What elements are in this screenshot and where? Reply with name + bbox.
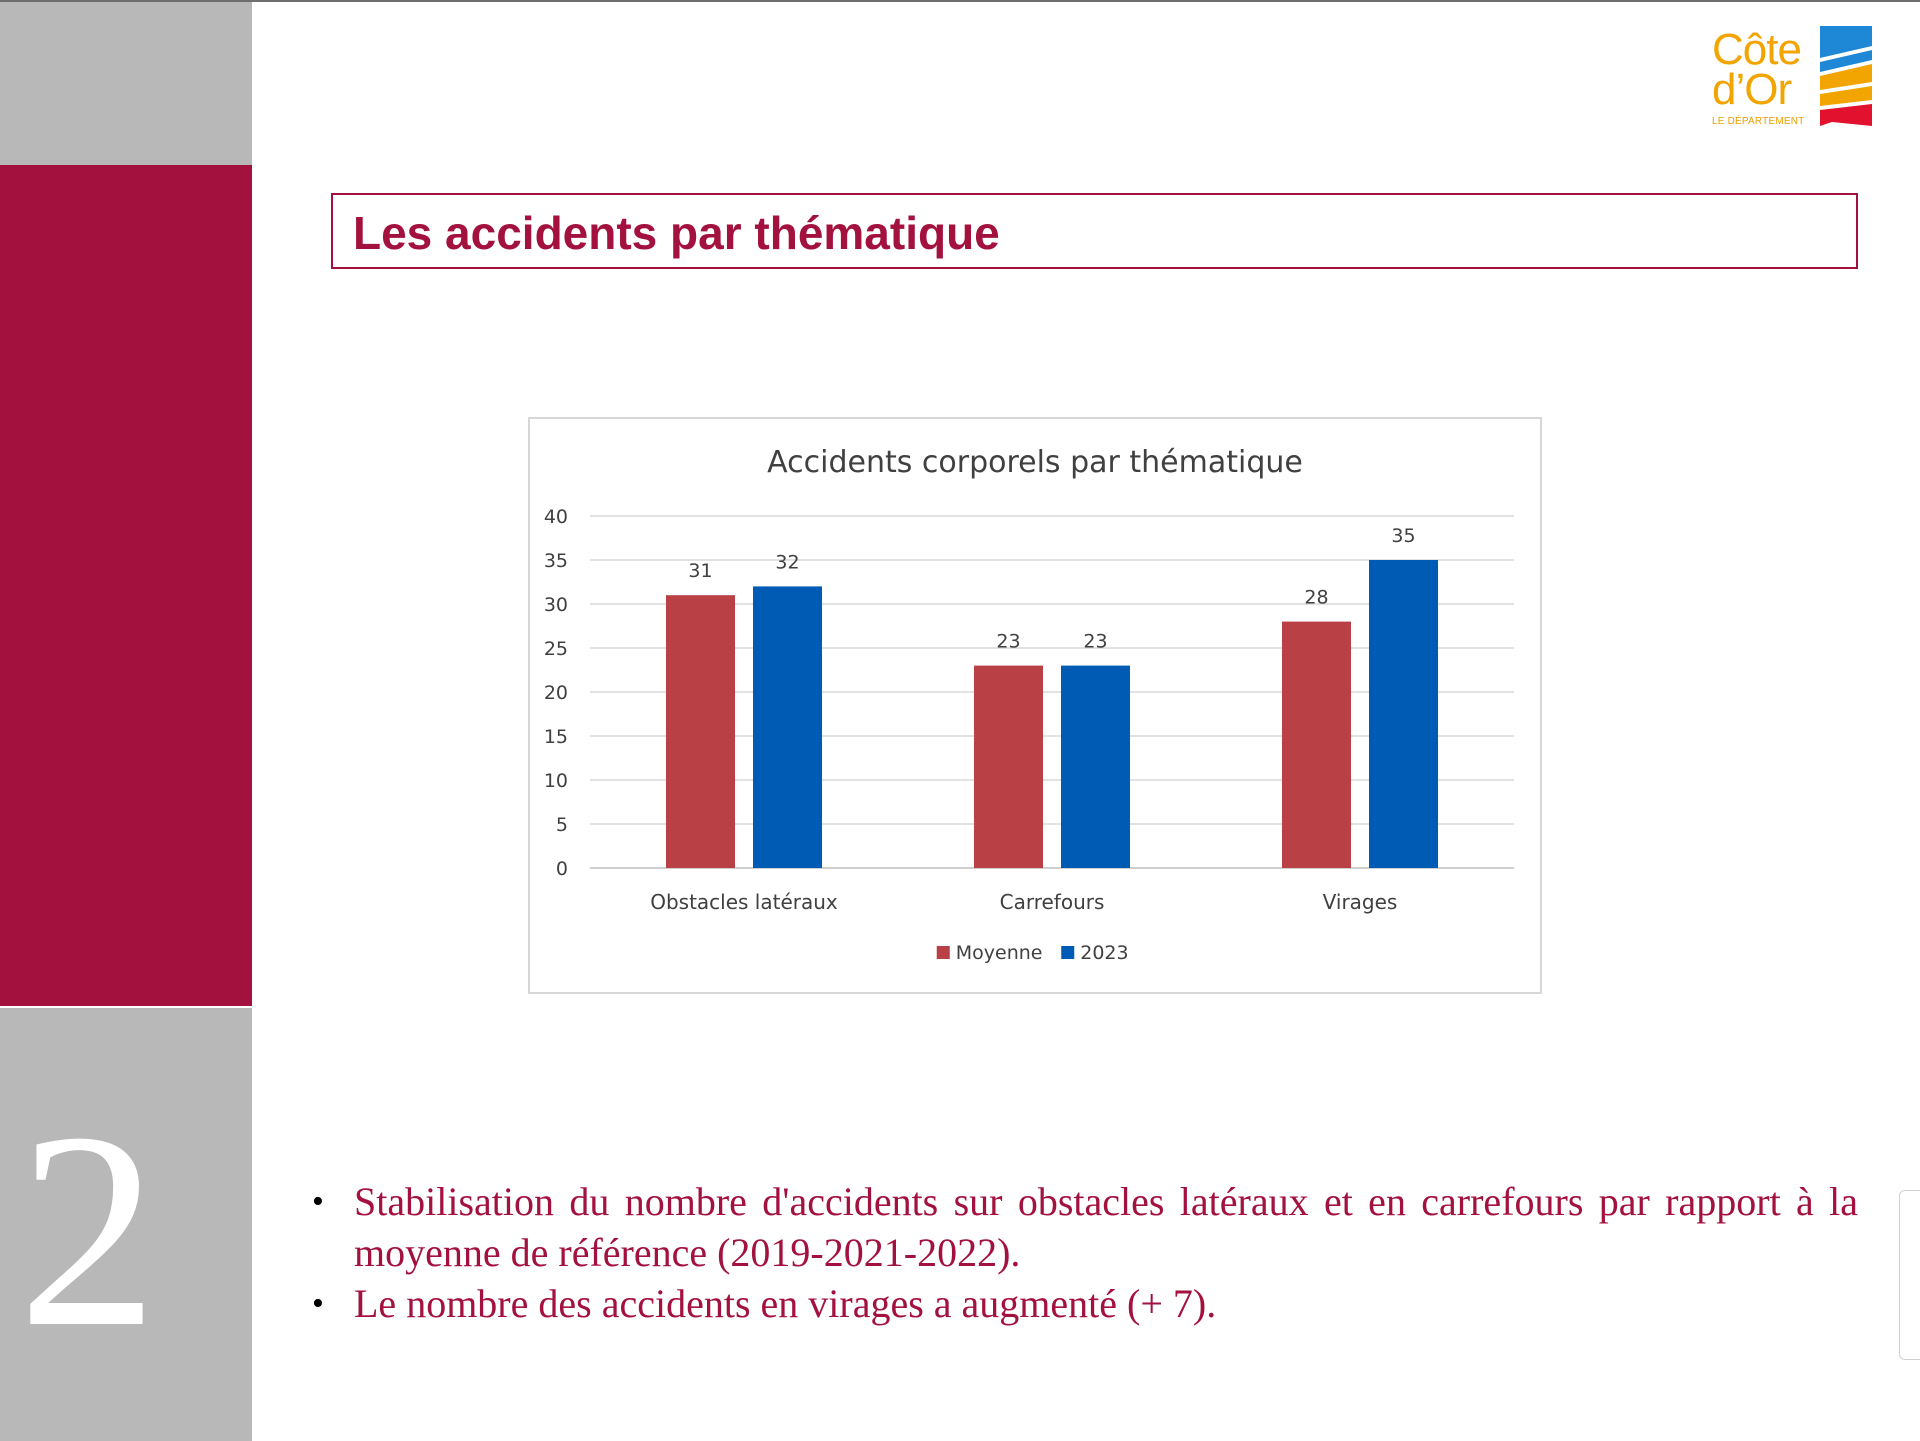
x-tick-label: Virages [1322,890,1398,914]
legend-label: Moyenne [955,942,1043,964]
logo-line-1: Côte [1712,25,1801,74]
data-label: 35 [1391,525,1416,547]
chart-title: Accidents corporels par thématique [767,445,1303,480]
bar [974,666,1043,868]
sidebar-top-block [0,2,252,165]
top-border [0,0,1920,2]
bullet-item [298,1278,1858,1329]
bar [1282,622,1351,868]
y-axis-ticks [544,506,568,880]
chart-legend [937,942,1129,964]
title-box [331,193,1858,269]
legend-label: 2023 [1080,942,1129,964]
x-tick-label: Obstacles latéraux [650,890,838,914]
bullet-text: Stabilisation du nombre d'accidents sur obstacles latéraux et en carrefours par rapport à la moyenne de référence (2019-2021-2022). [354,1179,1858,1275]
bar-chart [528,417,1542,994]
logo-line-2: d’Or [1712,65,1792,114]
bullet-dot: • [312,1183,324,1220]
data-label: 23 [1083,630,1108,653]
y-tick-label: 40 [543,506,568,528]
y-tick-label: 10 [543,770,568,792]
y-tick-label: 20 [543,682,568,704]
x-axis-ticks [650,890,1397,914]
y-tick-label: 15 [543,726,568,748]
bar [1369,560,1438,868]
bullet-item [298,1176,1858,1278]
bullet-dot: • [312,1285,324,1322]
side-panel-handle[interactable] [1899,1190,1920,1360]
x-tick-label: Carrefours [999,890,1105,914]
page-title: Les accidents par thématique [353,207,1000,259]
bar [753,586,822,868]
logo-subtitle: LE DÉPARTEMENT [1712,116,1805,127]
data-label: 28 [1304,586,1329,609]
y-tick-label: 30 [543,594,568,616]
y-tick-label: 25 [543,638,568,660]
cote-dor-logo [1705,22,1875,132]
data-label: 23 [996,630,1021,653]
bullet-list [298,1176,1858,1329]
bar [666,595,735,868]
play-icon[interactable] [252,1372,280,1396]
sidebar-accent-block [0,165,252,1006]
bar [1061,666,1130,868]
logo-flag-icon [1820,26,1872,126]
y-tick-label: 5 [555,814,568,836]
y-tick-label: 35 [543,550,568,572]
legend-swatch [937,946,950,959]
bullet-text: Le nombre des accidents en virages a augmenté (+ 7). [354,1281,1217,1326]
y-tick-label: 0 [555,858,568,880]
data-label: 32 [775,551,800,574]
section-number: 2 [18,1074,158,1385]
legend-swatch [1061,946,1074,959]
data-label: 31 [688,560,713,583]
